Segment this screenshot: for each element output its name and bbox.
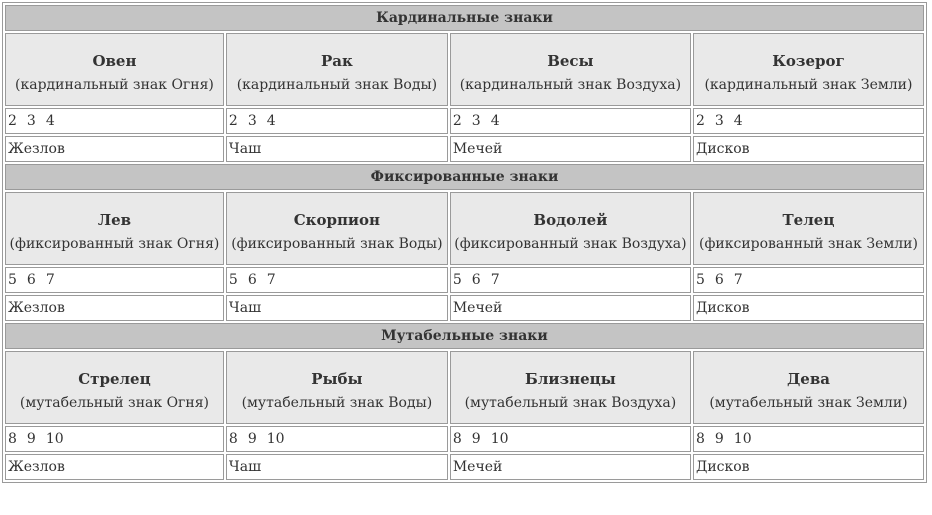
suit-cell: Дисков	[693, 295, 924, 321]
sign-cell-leo	[5, 192, 224, 265]
sign-row	[5, 33, 924, 106]
group-header-row	[5, 323, 924, 349]
sign-name: Водолей	[533, 210, 608, 229]
sign-cell-capricorn	[693, 33, 924, 106]
card-number: 9	[26, 431, 36, 447]
card-numbers	[450, 267, 691, 293]
numbers-row	[5, 267, 924, 293]
suit-row	[5, 136, 924, 162]
card-number: 8	[452, 431, 462, 447]
card-number: 10	[266, 431, 285, 447]
card-number: 7	[266, 272, 276, 288]
sign-name: Близнецы	[525, 369, 616, 388]
card-number: 3	[471, 113, 481, 129]
card-numbers	[693, 108, 924, 134]
suit-cell: Мечей	[450, 295, 691, 321]
sign-description: (фиксированный знак Воды)	[231, 235, 443, 252]
sign-description: (кардинальный знак Земли)	[704, 76, 913, 93]
card-number: 2	[8, 113, 17, 129]
card-number: 6	[714, 272, 724, 288]
group-header-row	[5, 5, 924, 31]
card-number: 9	[471, 431, 481, 447]
sign-row	[5, 351, 924, 424]
card-numbers	[226, 108, 448, 134]
card-number: 6	[26, 272, 36, 288]
sign-cell-gemini	[450, 351, 691, 424]
sign-name: Козерог	[772, 51, 845, 70]
sign-name: Стрелец	[78, 369, 151, 388]
suit-cell: Чаш	[226, 136, 448, 162]
card-number: 10	[490, 431, 509, 447]
sign-name: Рак	[320, 51, 353, 70]
card-number: 4	[45, 113, 55, 129]
card-number: 5	[695, 272, 705, 288]
group-title-fixed: Фиксированные знаки	[5, 164, 924, 190]
card-numbers	[5, 108, 224, 134]
suit-cell: Чаш	[226, 454, 448, 480]
card-number: 8	[8, 431, 17, 447]
suit-cell: Дисков	[693, 136, 924, 162]
suit-cell: Жезлов	[5, 136, 224, 162]
sign-description: (мутабельный знак Огня)	[19, 394, 210, 411]
sign-cell-pisces	[226, 351, 448, 424]
card-numbers	[5, 267, 224, 293]
suit-cell: Дисков	[693, 454, 924, 480]
card-numbers	[450, 426, 691, 452]
card-numbers	[226, 426, 448, 452]
suit-cell: Жезлов	[5, 295, 224, 321]
suit-row	[5, 454, 924, 480]
sign-cell-libra	[450, 33, 691, 106]
sign-name: Дева	[786, 369, 830, 388]
card-number: 7	[490, 272, 500, 288]
sign-cell-aquarius	[450, 192, 691, 265]
sign-name: Весы	[547, 51, 594, 70]
card-numbers	[5, 426, 224, 452]
numbers-row	[5, 108, 924, 134]
card-numbers	[693, 426, 924, 452]
suit-cell: Мечей	[450, 454, 691, 480]
card-number: 9	[247, 431, 257, 447]
card-number: 3	[247, 113, 257, 129]
card-number: 2	[695, 113, 705, 129]
sign-name: Рыбы	[311, 369, 363, 388]
sign-cell-scorpio	[226, 192, 448, 265]
numbers-row	[5, 426, 924, 452]
suit-cell: Мечей	[450, 136, 691, 162]
card-number: 5	[452, 272, 462, 288]
card-number: 2	[228, 113, 238, 129]
card-numbers	[693, 267, 924, 293]
card-number: 7	[45, 272, 55, 288]
card-number: 3	[714, 113, 724, 129]
sign-name: Скорпион	[293, 210, 381, 229]
sign-cell-taurus	[693, 192, 924, 265]
sign-cell-virgo	[693, 351, 924, 424]
sign-description: (мутабельный знак Воды)	[241, 394, 433, 411]
card-number: 6	[247, 272, 257, 288]
sign-description: (кардинальный знак Воздуха)	[459, 76, 682, 93]
sign-name: Лев	[97, 210, 132, 229]
card-number: 10	[733, 431, 752, 447]
sign-description: (мутабельный знак Воздуха)	[464, 394, 677, 411]
card-number: 2	[452, 113, 462, 129]
sign-name: Овен	[92, 51, 137, 70]
sign-row	[5, 192, 924, 265]
card-number: 7	[733, 272, 743, 288]
card-number: 4	[733, 113, 743, 129]
card-number: 5	[228, 272, 238, 288]
group-header-row	[5, 164, 924, 190]
card-numbers	[226, 267, 448, 293]
card-number: 6	[471, 272, 481, 288]
card-number: 4	[266, 113, 276, 129]
card-number: 5	[8, 272, 17, 288]
card-number: 4	[490, 113, 500, 129]
card-number: 8	[228, 431, 238, 447]
suit-cell: Чаш	[226, 295, 448, 321]
sign-description: (фиксированный знак Земли)	[698, 235, 918, 252]
card-number: 3	[26, 113, 36, 129]
sign-description: (кардинальный знак Воды)	[236, 76, 438, 93]
sign-cell-cancer	[226, 33, 448, 106]
card-numbers	[450, 108, 691, 134]
sign-name: Телец	[782, 210, 835, 229]
sign-cell-sagittarius	[5, 351, 224, 424]
card-number: 8	[695, 431, 705, 447]
sign-description: (кардинальный знак Огня)	[15, 76, 214, 93]
sign-description: (мутабельный знак Земли)	[709, 394, 908, 411]
sign-description: (фиксированный знак Воздуха)	[454, 235, 687, 252]
suit-row	[5, 295, 924, 321]
group-title-mutable: Мутабельные знаки	[5, 323, 924, 349]
card-number: 9	[714, 431, 724, 447]
card-number: 10	[45, 431, 64, 447]
sign-description: (фиксированный знак Огня)	[9, 235, 220, 252]
sign-cell-aries	[5, 33, 224, 106]
group-title-cardinal: Кардинальные знаки	[5, 5, 924, 31]
zodiac-signs-table	[2, 2, 927, 483]
suit-cell: Жезлов	[5, 454, 224, 480]
